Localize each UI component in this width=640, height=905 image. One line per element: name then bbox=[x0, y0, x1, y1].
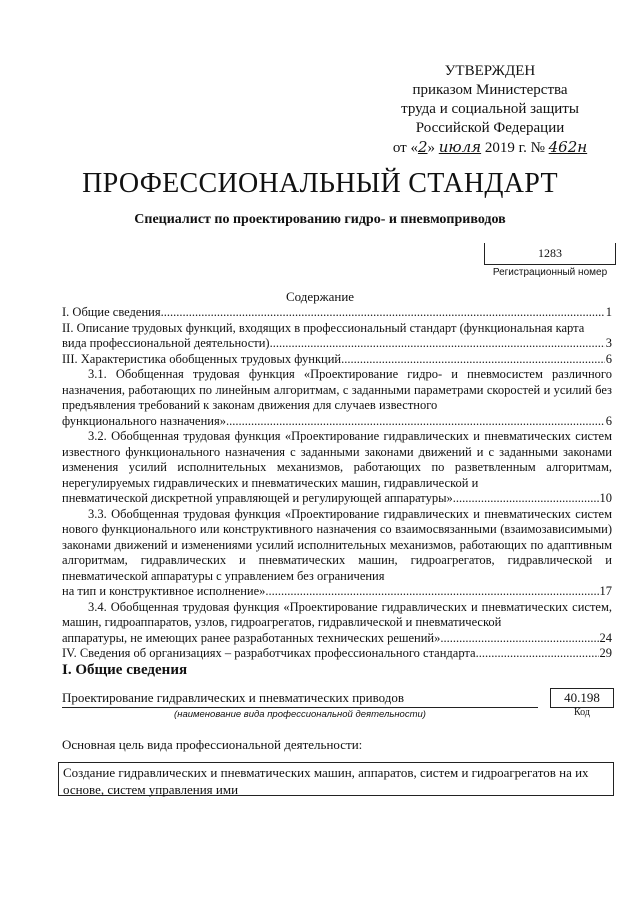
approval-date-line bbox=[360, 138, 620, 158]
approval-line: Российской Федерации bbox=[415, 120, 565, 136]
toc-item[interactable]: пневматической дискретной управляющей и регулирующей аппаратуры» ..... 10 bbox=[62, 491, 612, 507]
toc-item[interactable]: III. Характеристика обобщенных трудовых функций ..... 6 bbox=[62, 352, 612, 368]
toc-item-wrap[interactable]: II. Описание трудовых функций, входящих в профессиональный стандарт (функциональная карта bbox=[62, 320, 585, 335]
toc-item[interactable]: аппаратуры, не имеющих ранее разработанных технических решений» ..... 24 bbox=[62, 631, 612, 647]
toc-item[interactable]: I. Общие сведения ..... 1 bbox=[62, 305, 612, 321]
approval-line: труда и социальной защиты bbox=[401, 101, 579, 117]
toc-page: 6 bbox=[605, 351, 612, 366]
activity-name-field: Проектирование гидравлических и пневматических приводов bbox=[62, 690, 538, 708]
toc-item[interactable]: IV. Сведения об организациях – разработчиках профессионального стандарта ..... 29 bbox=[62, 646, 612, 662]
toc-page: 6 bbox=[605, 413, 612, 428]
toc-leader bbox=[226, 414, 605, 430]
toc-leader bbox=[270, 336, 605, 352]
goal-text-box: Создание гидравлических и пневматических машин, аппаратов, систем и гидроагрегатов на их основе, систем управления ими bbox=[58, 762, 614, 796]
toc-leader bbox=[453, 491, 599, 507]
handwritten-order-number: 462н bbox=[548, 138, 588, 156]
activity-code-box: 40.198 bbox=[550, 688, 614, 708]
goal-label: Основная цель вида профессиональной деятельности: bbox=[62, 737, 363, 752]
document-subtitle: Специалист по проектированию гидро- и пневмоприводов bbox=[134, 212, 506, 227]
toc-item-wrap[interactable]: 3.4. Обобщенная трудовая функция «Проектирование гидравлических и пневматических систем, машин, гидроаппаратов, узлов, гидроагрегатов, гидравлической и пневматической bbox=[62, 599, 612, 629]
document-title: ПРОФЕССИОНАЛЬНЫЙ СТАНДАРТ bbox=[82, 168, 558, 199]
toc-page: 29 bbox=[599, 646, 612, 660]
approval-line: приказом Министерства bbox=[412, 82, 568, 98]
toc-item-wrap[interactable]: 3.2. Обобщенная трудовая функция «Проектирование гидравлических и пневматических систем известного функционального назначения с заданными законами движений и с заданными законами изменения усилий исполнительных механизмов, работающих по разветвленным алгоритмам, нерегулируемых гидравлических и пневматических машин, гидравлической и bbox=[62, 429, 612, 490]
toc-leader bbox=[341, 352, 605, 368]
toc-item[interactable]: функционального назначения» ..... 6 bbox=[62, 414, 612, 430]
toc-page: 24 bbox=[599, 630, 612, 645]
registration-number-label: Регистрационный номер bbox=[492, 267, 608, 278]
toc-item-wrap[interactable]: 3.3. Обобщенная трудовая функция «Проектирование гидравлических и пневматических систем нового функционального или конструктивного назначения со взаимосвязанными (взаимозависимыми) законами движений и изменениями усилий исполнительных механизмов, работающих по адаптивным алгоритмам, гидравлических и пневматических машин, гидроагрегатов, гидравлической и пневматической аппаратуры с управлением без ограничения bbox=[62, 506, 612, 583]
toc-page: 17 bbox=[599, 584, 612, 598]
toc-leader bbox=[161, 305, 605, 321]
toc-page: 1 bbox=[605, 305, 612, 319]
section-heading: I. Общие сведения bbox=[62, 662, 188, 678]
toc-leader bbox=[265, 584, 598, 600]
toc-item[interactable]: вида профессиональной деятельности) ..... 3 bbox=[62, 336, 612, 352]
registration-number-box: 1283 bbox=[484, 243, 616, 265]
table-of-contents bbox=[62, 305, 612, 662]
toc-leader bbox=[440, 631, 598, 647]
handwritten-day: 2 bbox=[417, 138, 428, 156]
activity-name-caption: (наименование вида профессиональной деятельности) bbox=[174, 709, 426, 720]
toc-leader bbox=[476, 646, 599, 662]
toc-item[interactable]: на тип и конструктивное исполнение» ..... 17 bbox=[62, 584, 612, 600]
toc-heading: Содержание bbox=[285, 289, 355, 304]
approval-line: УТВЕРЖДЕН bbox=[444, 63, 536, 79]
code-caption: Код bbox=[574, 707, 590, 718]
toc-page: 3 bbox=[605, 336, 612, 350]
toc-item-wrap[interactable]: 3.1. Обобщенная трудовая функция «Проектирование гидро- и пневмосистем различного назначения, работающих по линейным алгоритмам, с заданными параметрами скоростей и усилий без предъявления требований к законам движения для случаев известного bbox=[62, 367, 612, 412]
date-prefix: от « bbox=[392, 140, 418, 156]
approval-block bbox=[360, 62, 620, 158]
date-mid: » bbox=[427, 140, 439, 156]
toc-page: 10 bbox=[599, 491, 612, 505]
handwritten-month: июля bbox=[438, 138, 482, 156]
date-year: 2019 г. № bbox=[481, 140, 549, 156]
